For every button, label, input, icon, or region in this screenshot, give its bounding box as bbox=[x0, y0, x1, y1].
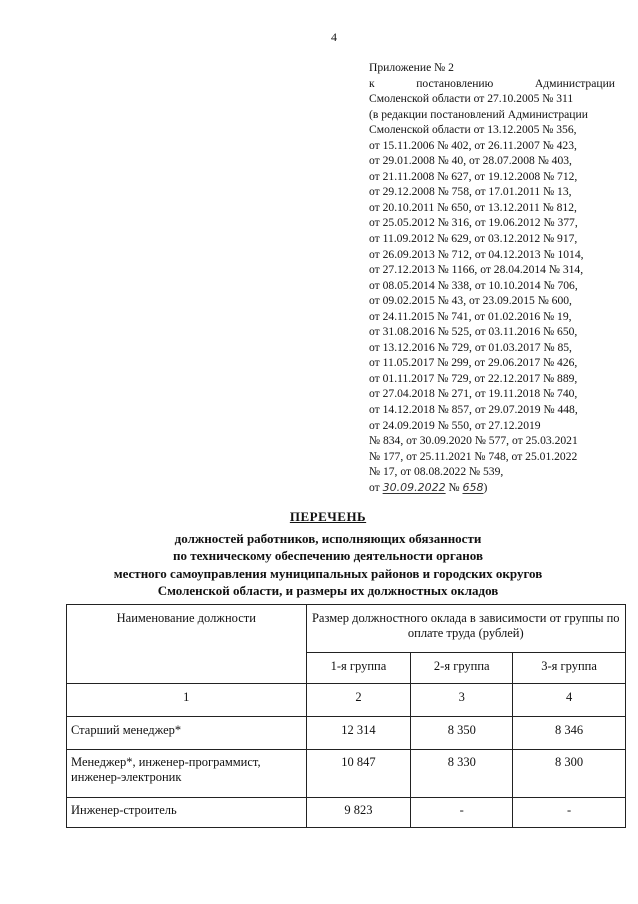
column-number: 3 bbox=[411, 684, 513, 717]
annex-line: от 26.09.2013 № 712, от 04.12.2013 № 1014, bbox=[369, 247, 584, 261]
position-name: Менеджер*, инженер-программист, инженер-электроник bbox=[67, 750, 307, 798]
table-row bbox=[67, 798, 626, 828]
column-number: 4 bbox=[513, 684, 626, 717]
title-line: по техническому обеспечению деятельности органов bbox=[173, 548, 483, 564]
annex-line: от 15.11.2006 № 402, от 26.11.2007 № 423, bbox=[369, 138, 577, 152]
annex-line: от 13.12.2016 № 729, от 01.03.2017 № 85, bbox=[369, 340, 572, 354]
position-name: Инженер-строитель bbox=[67, 798, 307, 828]
annex-line: от 20.10.2011 № 650, от 13.12.2011 № 812, bbox=[369, 200, 577, 214]
group-2-header: 2-я группа bbox=[411, 652, 513, 683]
position-name: Старший менеджер* bbox=[67, 717, 307, 750]
annex-line: от 11.09.2012 № 629, от 03.12.2012 № 917, bbox=[369, 232, 578, 246]
annex-line: от 21.11.2008 № 627, от 19.12.2008 № 712, bbox=[369, 169, 578, 183]
header-salary: Размер должностного оклада в зависимости от группы по оплате труда (рублей) bbox=[306, 605, 625, 653]
annex-line: от 29.12.2008 № 758, от 17.01.2011 № 13, bbox=[369, 185, 572, 199]
salary-group-2: - bbox=[411, 798, 513, 828]
page-number: 4 bbox=[331, 30, 337, 44]
salary-group-1: 12 314 bbox=[306, 717, 411, 750]
title-main: ПЕРЕЧЕНЬ bbox=[289, 509, 367, 524]
annex-line: от 29.01.2008 № 40, от 28.07.2008 № 403, bbox=[369, 154, 572, 168]
annex-line: (в редакции постановлений Администрации bbox=[369, 107, 588, 121]
annex-line: от 08.05.2014 № 338, от 10.10.2014 № 706, bbox=[369, 278, 578, 292]
number-sign: № bbox=[448, 480, 460, 494]
table-row bbox=[67, 750, 626, 798]
group-1-header: 1-я группа bbox=[306, 652, 411, 683]
annex-line: от 14.12.2018 № 857, от 29.07.2019 № 448, bbox=[369, 403, 578, 417]
salary-table bbox=[66, 604, 626, 828]
document-title bbox=[60, 508, 596, 600]
title-line: Смоленской области, и размеры их должностных окладов bbox=[157, 583, 499, 599]
column-number: 1 bbox=[67, 684, 307, 717]
annex-last-prefix: от bbox=[369, 480, 380, 494]
table-header-row bbox=[67, 605, 626, 653]
salary-group-2: 8 330 bbox=[411, 750, 513, 798]
annex-block bbox=[369, 60, 615, 495]
annex-line: к постановлению Администрации bbox=[369, 76, 615, 90]
annex-line: от 31.08.2016 № 525, от 03.11.2016 № 650, bbox=[369, 325, 578, 339]
annex-line: от 09.02.2015 № 43, от 23.09.2015 № 600, bbox=[369, 294, 572, 308]
annex-line: от 01.11.2017 № 729, от 22.12.2017 № 889, bbox=[369, 371, 578, 385]
annex-line: от 24.09.2019 № 550, от 27.12.2019 bbox=[369, 418, 541, 432]
title-line: местного самоуправления муниципальных районов и городских округов bbox=[113, 565, 543, 581]
annex-line: Смоленской области от 13.12.2005 № 356, bbox=[369, 123, 577, 137]
header-position: Наименование должности bbox=[67, 605, 307, 684]
annex-line: от 11.05.2017 № 299, от 29.06.2017 № 426, bbox=[369, 356, 578, 370]
annex-line: Смоленской области от 27.10.2005 № 311 bbox=[369, 92, 574, 106]
handwritten-date: 30.09.2022 bbox=[382, 480, 446, 494]
table-row bbox=[67, 717, 626, 750]
annex-line: от 27.12.2013 № 1166, от 28.04.2014 № 314, bbox=[369, 263, 584, 277]
salary-group-1: 10 847 bbox=[306, 750, 411, 798]
title-line: должностей работников, исполняющих обязанности bbox=[174, 530, 482, 546]
annex-line: № 834, от 30.09.2020 № 577, от 25.03.2021 bbox=[369, 434, 578, 448]
annex-title: Приложение № 2 bbox=[369, 61, 454, 74]
annex-line: № 177, от 25.11.2021 № 748, от 25.01.2022 bbox=[369, 449, 578, 463]
annex-last-line bbox=[369, 480, 615, 496]
closing-paren: ) bbox=[483, 480, 488, 494]
annex-line: от 27.04.2018 № 271, от 19.11.2018 № 740, bbox=[369, 387, 578, 401]
annex-line: от 25.05.2012 № 316, от 19.06.2012 № 377, bbox=[369, 216, 578, 230]
group-3-header: 3-я группа bbox=[513, 652, 626, 683]
salary-group-3: - bbox=[513, 798, 626, 828]
handwritten-number: 658 bbox=[462, 480, 484, 494]
salary-group-1: 9 823 bbox=[306, 798, 411, 828]
column-numbers-row bbox=[67, 684, 626, 717]
salary-group-2: 8 350 bbox=[411, 717, 513, 750]
annex-line: от 24.11.2015 № 741, от 01.02.2016 № 19, bbox=[369, 309, 572, 323]
annex-line: № 17, от 08.08.2022 № 539, bbox=[369, 465, 504, 479]
salary-group-3: 8 300 bbox=[513, 750, 626, 798]
salary-group-3: 8 346 bbox=[513, 717, 626, 750]
column-number: 2 bbox=[306, 684, 411, 717]
